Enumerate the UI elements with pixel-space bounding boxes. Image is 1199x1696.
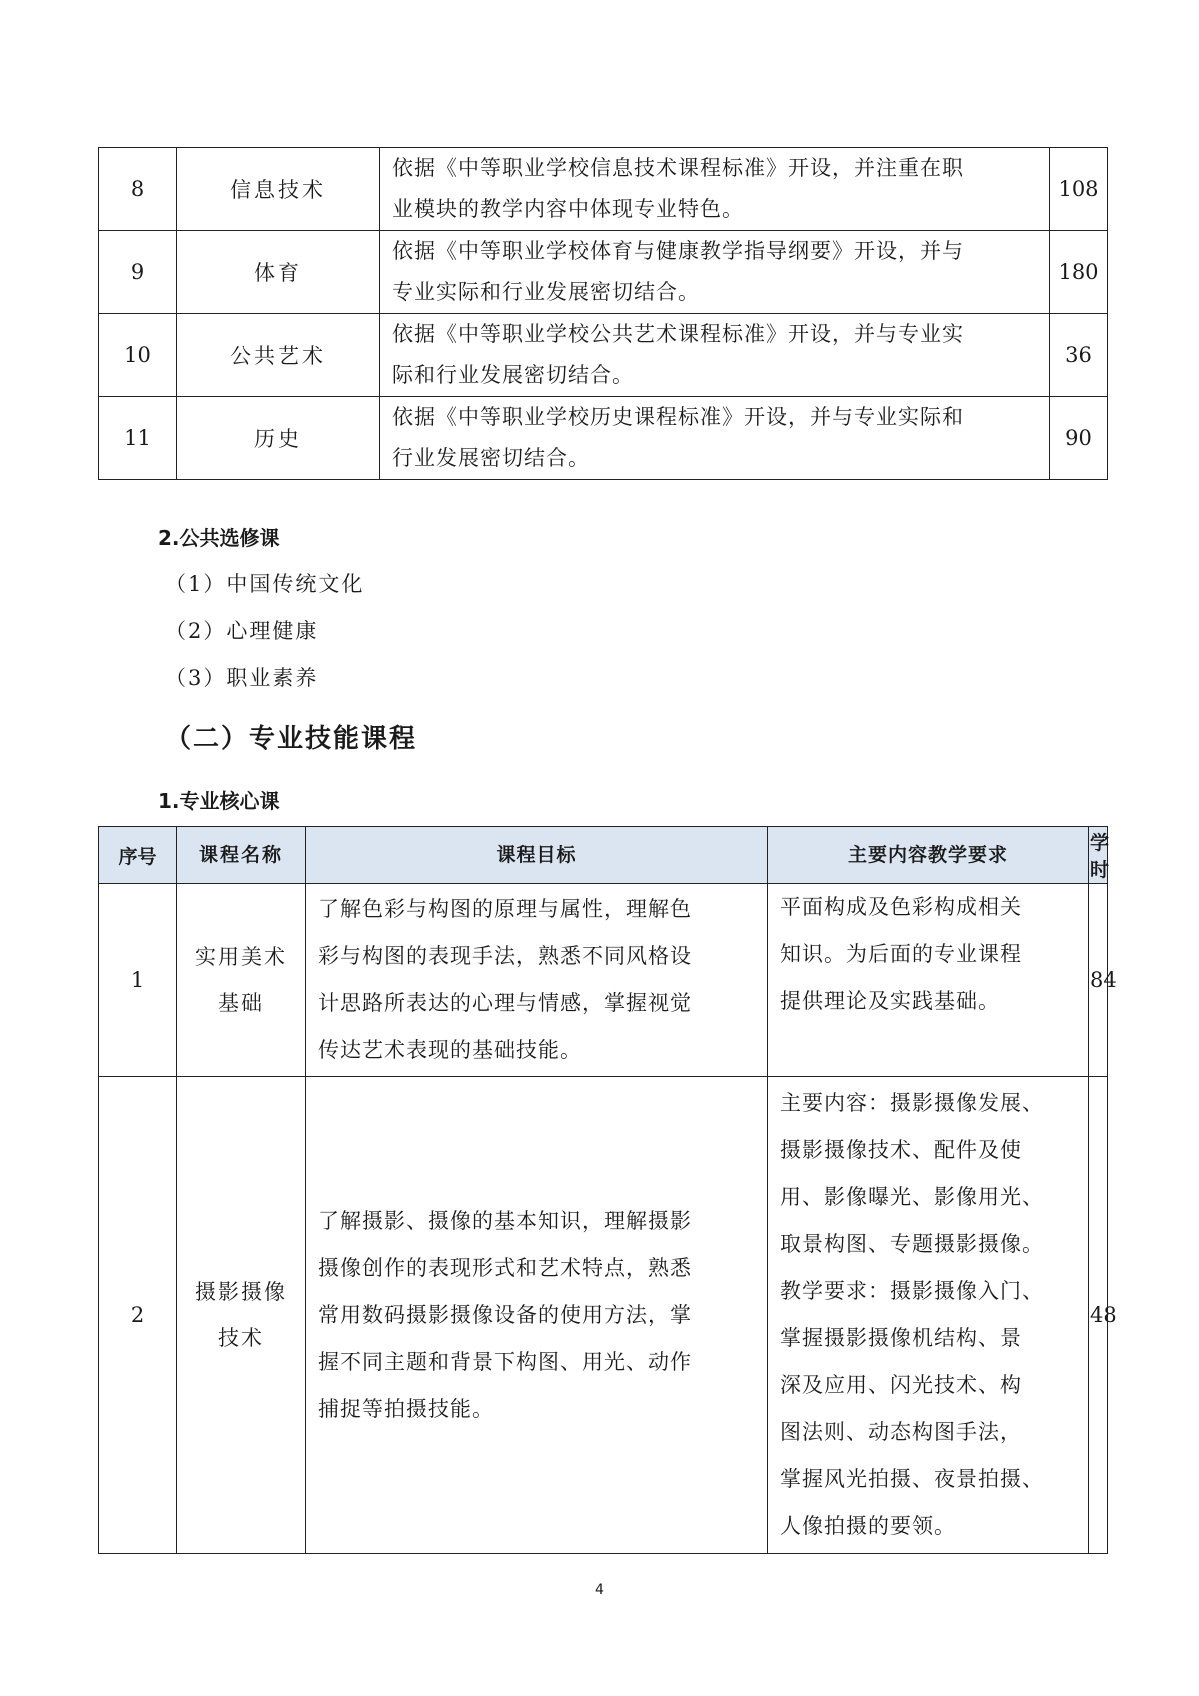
core-course-heading: 1.专业核心课 bbox=[158, 789, 280, 813]
course-number: 2 bbox=[99, 1077, 177, 1554]
course-name bbox=[177, 1077, 306, 1554]
course-description bbox=[380, 231, 1050, 314]
public-elective-heading: 2.公共选修课 bbox=[158, 526, 280, 550]
table-row bbox=[99, 884, 1108, 1077]
course-description bbox=[380, 397, 1050, 480]
course-name: 体育 bbox=[177, 231, 380, 314]
requirement-line: 主要内容：摄影摄像发展、 bbox=[780, 1091, 1044, 1115]
goal-line: 计思路所表达的心理与情感，掌握视觉 bbox=[318, 991, 692, 1015]
course-hours: 84 bbox=[1089, 884, 1108, 1077]
list-item: （2）心理健康 bbox=[165, 619, 319, 643]
description-line: 依据《中等职业学校历史课程标准》开设，并与专业实际和 bbox=[392, 405, 964, 429]
goal-line: 了解色彩与构图的原理与属性，理解色 bbox=[318, 897, 692, 921]
description-line: 依据《中等职业学校信息技术课程标准》开设，并注重在职 bbox=[392, 156, 964, 180]
goal-line: 常用数码摄影摄像设备的使用方法，掌 bbox=[318, 1302, 692, 1327]
header-course-goal: 课程目标 bbox=[306, 827, 768, 884]
description-line: 际和行业发展密切结合。 bbox=[392, 363, 634, 387]
header-requirements: 主要内容教学要求 bbox=[768, 827, 1089, 884]
public-course-table bbox=[98, 147, 1108, 480]
name-line: 实用美术 bbox=[195, 945, 287, 969]
table-header-row bbox=[99, 827, 1108, 884]
course-description bbox=[380, 148, 1050, 231]
course-hours: 90 bbox=[1050, 397, 1108, 480]
course-number: 1 bbox=[99, 884, 177, 1077]
requirement-line: 用、影像曝光、影像用光、 bbox=[780, 1185, 1044, 1209]
table-row bbox=[99, 231, 1108, 314]
goal-line: 彩与构图的表现手法，熟悉不同风格设 bbox=[318, 944, 692, 968]
table-row bbox=[99, 1077, 1108, 1554]
course-name: 信息技术 bbox=[177, 148, 380, 231]
requirement-line: 提供理论及实践基础。 bbox=[780, 989, 1000, 1013]
course-description bbox=[380, 314, 1050, 397]
name-line: 基础 bbox=[218, 991, 264, 1015]
core-course-table bbox=[98, 826, 1117, 1554]
header-hours: 学时 bbox=[1089, 827, 1108, 884]
requirement-line: 掌握摄影摄像机结构、景 bbox=[780, 1326, 1022, 1350]
name-line: 摄影摄像 bbox=[195, 1280, 287, 1304]
requirement-line: 掌握风光拍摄、夜景拍摄、 bbox=[780, 1467, 1044, 1491]
name-line: 技术 bbox=[218, 1326, 264, 1350]
course-number: 9 bbox=[99, 231, 177, 314]
table-row bbox=[99, 397, 1108, 480]
table-row bbox=[99, 148, 1108, 231]
goal-line: 了解摄影、摄像的基本知识，理解摄影 bbox=[318, 1208, 692, 1233]
requirement-line: 取景构图、专题摄影摄像。 bbox=[780, 1232, 1044, 1256]
course-requirements bbox=[768, 1077, 1089, 1554]
course-goal bbox=[306, 884, 768, 1077]
header-course-name: 课程名称 bbox=[177, 827, 306, 884]
list-item: （1）中国传统文化 bbox=[165, 572, 365, 596]
description-line: 行业发展密切结合。 bbox=[392, 446, 590, 470]
course-name: 公共艺术 bbox=[177, 314, 380, 397]
description-line: 依据《中等职业学校公共艺术课程标准》开设，并与专业实 bbox=[392, 322, 964, 346]
goal-line: 捕捉等拍摄技能。 bbox=[318, 1396, 494, 1421]
course-name bbox=[177, 884, 306, 1077]
header-number: 序号 bbox=[99, 827, 177, 884]
course-number: 8 bbox=[99, 148, 177, 231]
course-name: 历史 bbox=[177, 397, 380, 480]
course-hours: 48 bbox=[1089, 1077, 1108, 1554]
page-number: 4 bbox=[595, 1582, 604, 1598]
course-hours: 180 bbox=[1050, 231, 1108, 314]
description-line: 依据《中等职业学校体育与健康教学指导纲要》开设，并与 bbox=[392, 239, 964, 263]
requirement-line: 人像拍摄的要领。 bbox=[780, 1514, 956, 1538]
description-line: 业模块的教学内容中体现专业特色。 bbox=[392, 197, 744, 221]
requirement-line: 摄影摄像技术、配件及使 bbox=[780, 1138, 1022, 1162]
course-hours: 108 bbox=[1050, 148, 1108, 231]
requirement-line: 深及应用、闪光技术、构 bbox=[780, 1373, 1022, 1397]
course-goal bbox=[306, 1077, 768, 1554]
requirement-line: 图法则、动态构图手法， bbox=[780, 1420, 1022, 1444]
table-row bbox=[99, 314, 1108, 397]
requirement-line: 教学要求：摄影摄像入门、 bbox=[780, 1279, 1044, 1303]
list-item: （3）职业素养 bbox=[165, 666, 319, 690]
goal-line: 传达艺术表现的基础技能。 bbox=[318, 1038, 582, 1062]
requirement-line: 知识。为后面的专业课程 bbox=[780, 942, 1022, 966]
description-line: 专业实际和行业发展密切结合。 bbox=[392, 280, 700, 304]
professional-skills-heading: （二）专业技能课程 bbox=[165, 724, 418, 754]
course-requirements bbox=[768, 884, 1089, 1077]
course-hours: 36 bbox=[1050, 314, 1108, 397]
course-number: 11 bbox=[99, 397, 177, 480]
goal-line: 握不同主题和背景下构图、用光、动作 bbox=[318, 1349, 692, 1374]
requirement-line: 平面构成及色彩构成相关 bbox=[780, 895, 1022, 919]
goal-line: 摄像创作的表现形式和艺术特点，熟悉 bbox=[318, 1255, 692, 1280]
course-number: 10 bbox=[99, 314, 177, 397]
